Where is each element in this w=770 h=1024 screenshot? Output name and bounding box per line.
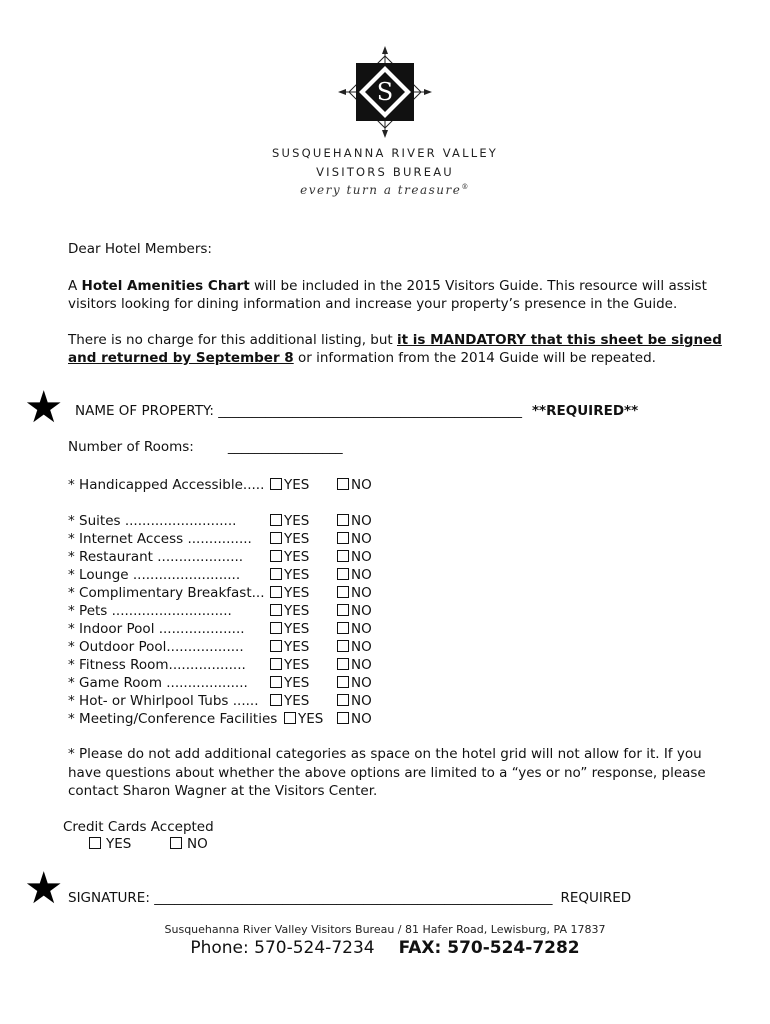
note-line1: * Please do not add additional categories as space on the hotel grid will not allow for it. If you [68,746,702,762]
para2-emphasis-2: and returned by September 8 [68,350,294,366]
no-label: NO [351,549,372,565]
no-label: NO [351,567,372,583]
checkbox-icon[interactable] [270,532,282,544]
no-checkbox[interactable] [337,602,372,620]
rooms-field[interactable] [68,438,718,456]
star-icon: ★ [24,382,64,433]
yes-checkbox[interactable] [270,512,309,530]
bureau-logo-icon [330,42,440,142]
amenity-label: * Outdoor Pool.................. [68,639,244,655]
amenity-label: * Meeting/Conference Facilities [68,711,278,727]
yes-checkbox[interactable] [270,548,309,566]
credit-cards-title: Credit Cards Accepted [63,819,214,835]
checkbox-icon[interactable] [270,640,282,652]
signature-required-badge: REQUIRED [560,890,632,906]
credit-no-label: NO [187,836,208,852]
para2-emphasis-1: it is MANDATORY that this sheet be signed [396,332,722,348]
credit-yes-checkbox[interactable] [89,835,131,853]
yes-label: YES [284,567,310,583]
yes-checkbox[interactable] [270,692,309,710]
yes-checkbox[interactable] [270,476,309,494]
no-label: NO [351,603,372,619]
yes-label: YES [284,639,310,655]
yes-checkbox[interactable] [270,674,309,692]
para1-prefix: A [68,278,82,294]
footer-contact [0,938,770,958]
no-label: NO [351,513,372,529]
greeting: Dear Hotel Members: [68,241,212,257]
org-name-line2: VISITORS BUREAU [316,165,454,179]
no-label: NO [351,621,372,637]
no-checkbox[interactable] [337,566,372,584]
amenity-label: * Internet Access ............... [68,531,252,547]
checkbox-icon[interactable] [270,568,282,580]
checkbox-icon[interactable] [337,658,349,670]
registered-mark: ® [461,183,470,191]
checkbox-icon[interactable] [337,568,349,580]
yes-checkbox[interactable] [270,620,309,638]
yes-label: YES [284,477,310,493]
checkbox-icon[interactable] [170,837,182,849]
no-checkbox[interactable] [337,638,372,656]
amenity-row [68,476,283,499]
para2-prefix: There is no charge for this additional listing, but [68,332,397,348]
logo-block [0,42,770,197]
intro-paragraph-line1 [68,277,718,295]
tagline [0,183,770,197]
amenity-label: * Lounge ......................... [68,567,241,583]
para1-bold: Hotel Amenities Chart [81,278,250,294]
mandatory-paragraph-line2 [68,349,718,367]
note-line3: contact Sharon Wagner at the Visitors Center. [68,783,378,799]
checkbox-icon[interactable] [284,712,296,724]
checkbox-icon[interactable] [89,837,101,849]
yes-checkbox[interactable] [270,602,309,620]
no-label: NO [351,639,372,655]
yes-label: YES [284,585,310,601]
yes-checkbox[interactable] [270,530,309,548]
yes-label: YES [284,603,310,619]
no-checkbox[interactable] [337,710,372,728]
signature-label: SIGNATURE: [68,890,155,906]
checkbox-icon[interactable] [337,550,349,562]
org-name-line1: SUSQUEHANNA RIVER VALLEY [271,146,499,160]
amenity-label: * Hot- or Whirlpool Tubs ...... [68,693,259,709]
checkbox-icon[interactable] [337,676,349,688]
amenity-label: * Complimentary Breakfast... [68,585,265,601]
checkbox-icon[interactable] [270,658,282,670]
checkbox-icon[interactable] [337,586,349,598]
no-label: NO [351,711,372,727]
yes-checkbox[interactable] [270,584,309,602]
checkbox-icon[interactable] [270,514,282,526]
checkbox-icon[interactable] [270,622,282,634]
footer-address: Susquehanna River Valley Visitors Bureau / 81 Hafer Road, Lewisburg, PA 17837 [164,923,606,936]
checkbox-icon[interactable] [270,604,282,616]
checkbox-icon[interactable] [337,640,349,652]
no-label: NO [351,693,372,709]
checkbox-icon[interactable] [337,712,349,724]
credit-no-checkbox[interactable] [170,835,208,853]
no-checkbox[interactable] [337,584,372,602]
intro-paragraph-line2: visitors looking for dining information and increase your property’s presence in the Guide. [68,296,678,312]
no-label: NO [351,531,372,547]
amenity-label: * Suites .......................... [68,513,237,529]
no-checkbox[interactable] [337,512,372,530]
no-checkbox[interactable] [337,656,372,674]
amenity-label: * Pets ............................ [68,603,232,619]
property-name-line[interactable]: _____________________________________________ [218,403,522,419]
no-checkbox[interactable] [337,674,372,692]
para1-rest: will be included in the 2015 Visitors Guide. This resource will assist [249,278,707,294]
no-checkbox[interactable] [337,530,372,548]
yes-label: YES [284,549,310,565]
mandatory-paragraph-line1 [68,331,722,349]
property-name-field[interactable] [75,402,725,420]
signature-line[interactable]: ___________________________________________________________ [154,890,553,906]
star-icon: ★ [24,863,64,914]
amenity-label: * Indoor Pool .................... [68,621,245,637]
yes-label: YES [284,693,310,709]
credit-yes-label: YES [106,836,132,852]
no-label: NO [351,585,372,601]
checkbox-icon[interactable] [270,586,282,598]
no-label: NO [351,675,372,691]
yes-checkbox[interactable] [270,566,309,584]
yes-label: YES [298,711,324,727]
checkbox-icon[interactable] [337,478,349,490]
amenity-label: * Fitness Room.................. [68,657,246,673]
no-label: NO [351,477,372,493]
rooms-line[interactable]: _________________ [227,439,343,455]
no-checkbox[interactable] [337,620,372,638]
no-checkbox[interactable] [337,548,372,566]
checkbox-icon[interactable] [337,532,349,544]
checkbox-icon[interactable] [337,604,349,616]
yes-label: YES [284,531,310,547]
amenity-label: * Game Room ................... [68,675,248,691]
yes-label: YES [284,675,310,691]
yes-checkbox[interactable] [270,656,309,674]
checkbox-icon[interactable] [337,622,349,634]
note-line2: have questions about whether the above options are limited to a “yes or no” response, please [68,765,706,781]
rooms-label: Number of Rooms: [68,439,194,455]
yes-label: YES [284,621,310,637]
property-required-badge: **REQUIRED** [532,403,639,419]
checkbox-icon[interactable] [270,550,282,562]
checkbox-icon[interactable] [270,478,282,490]
footer-fax: FAX: 570-524-7282 [398,938,580,958]
amenity-row [68,710,283,733]
no-label: NO [351,657,372,673]
yes-checkbox[interactable] [270,638,309,656]
checkbox-icon[interactable] [270,694,282,706]
yes-label: YES [284,513,310,529]
amenity-label: * Restaurant .................... [68,549,244,565]
amenity-label: * Handicapped Accessible..... [68,477,265,493]
property-name-label: NAME OF PROPERTY: [75,403,219,419]
footer-phone: Phone: 570-524-7234 [190,938,375,958]
tagline-text: every turn a treasure [300,183,462,197]
para2-rest: or information from the 2014 Guide will be repeated. [293,350,656,366]
no-checkbox[interactable] [337,476,372,494]
yes-checkbox[interactable] [284,710,323,728]
checkbox-icon[interactable] [270,676,282,688]
checkbox-icon[interactable] [337,514,349,526]
signature-field[interactable] [68,889,718,907]
logo-letter: S [376,78,394,106]
no-checkbox[interactable] [337,692,372,710]
yes-label: YES [284,657,310,673]
checkbox-icon[interactable] [337,694,349,706]
